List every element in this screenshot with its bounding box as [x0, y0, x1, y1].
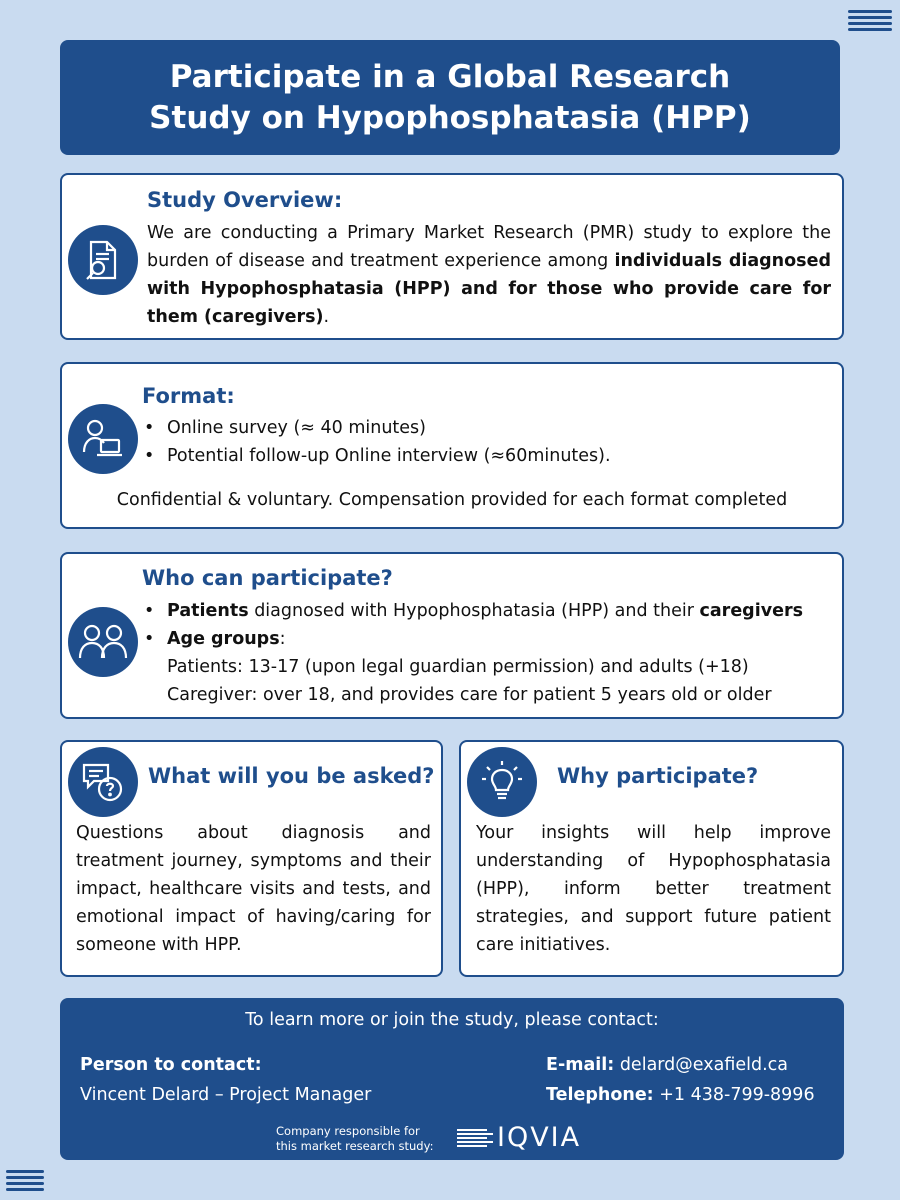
- list-item: Patients: 13-17 (upon legal guardian permission) and adults (+18): [167, 657, 749, 677]
- format-title: Format:: [142, 384, 235, 408]
- lightbulb-icon: [467, 747, 537, 817]
- format-card: [60, 362, 844, 529]
- person-name: Vincent Delard – Project Manager: [80, 1085, 372, 1105]
- page-title: Participate in a Global Research Study on Hypophosphatasia (HPP): [149, 58, 751, 136]
- questions-card: [60, 740, 443, 977]
- list-item: • Age groups:: [142, 625, 803, 653]
- contact-person: [80, 1050, 371, 1110]
- format-list: [142, 414, 611, 470]
- study-overview-card: [60, 173, 844, 340]
- format-note: Confidential & voluntary. Compensation provided for each format completed: [116, 490, 788, 510]
- contact-lead: To learn more or join the study, please contact:: [245, 1010, 659, 1030]
- why-participate-card: [459, 740, 844, 977]
- logo-lines: [457, 1127, 493, 1149]
- list-item: • Potential follow-up Online interview (≈60minutes).: [142, 442, 611, 470]
- people-group-icon: [68, 607, 138, 677]
- why-title: Why participate?: [557, 764, 759, 788]
- contact-panel: [60, 998, 844, 1160]
- email-label: E-mail:: [546, 1055, 615, 1075]
- decor-lines-top-right: [848, 10, 892, 34]
- list-item: Caregiver: over 18, and provides care for patient 5 years old or older: [167, 685, 772, 705]
- document-search-icon: [68, 225, 138, 295]
- eligibility-card: [60, 552, 844, 719]
- why-text: Your insights will help improve understanding of Hypophosphatasia (HPP), inform better treatment strategies, and support future patient care initiatives.: [476, 823, 831, 955]
- questions-text: Questions about diagnosis and treatment journey, symptoms and their impact, healthcare visits and tests, and emotional impact of having/caring for someone with HPP.: [76, 823, 431, 955]
- phone-number[interactable]: +1 438-799-8996: [653, 1085, 815, 1105]
- phone-label: Telephone:: [546, 1085, 654, 1105]
- chat-question-icon: [68, 747, 138, 817]
- overview-text: We are conducting a Primary Market Research (PMR) study to explore the burden of disease and treatment experience among individuals diagnosed with Hypophosphatasia (HPP) and for those who provide care for them (caregivers).: [147, 223, 831, 327]
- iqvia-logo: [457, 1122, 581, 1153]
- overview-title: Study Overview:: [147, 188, 343, 212]
- contact-details: [546, 1050, 815, 1110]
- company-note: Company responsible for this market research study:: [276, 1124, 434, 1153]
- list-item: • Online survey (≈ 40 minutes): [142, 414, 611, 442]
- decor-lines-bottom-left: [6, 1170, 44, 1194]
- person-laptop-icon: [68, 404, 138, 474]
- person-label: Person to contact:: [80, 1055, 262, 1075]
- logo-text: IQVIA: [497, 1122, 582, 1153]
- email-link[interactable]: delard@exafield.ca: [614, 1055, 788, 1075]
- eligibility-list: [142, 597, 803, 709]
- list-item: • Patients diagnosed with Hypophosphatasia (HPP) and their caregivers: [142, 597, 803, 625]
- questions-title: What will you be asked?: [148, 764, 435, 788]
- eligibility-title: Who can participate?: [142, 566, 393, 590]
- header-banner: [60, 40, 840, 155]
